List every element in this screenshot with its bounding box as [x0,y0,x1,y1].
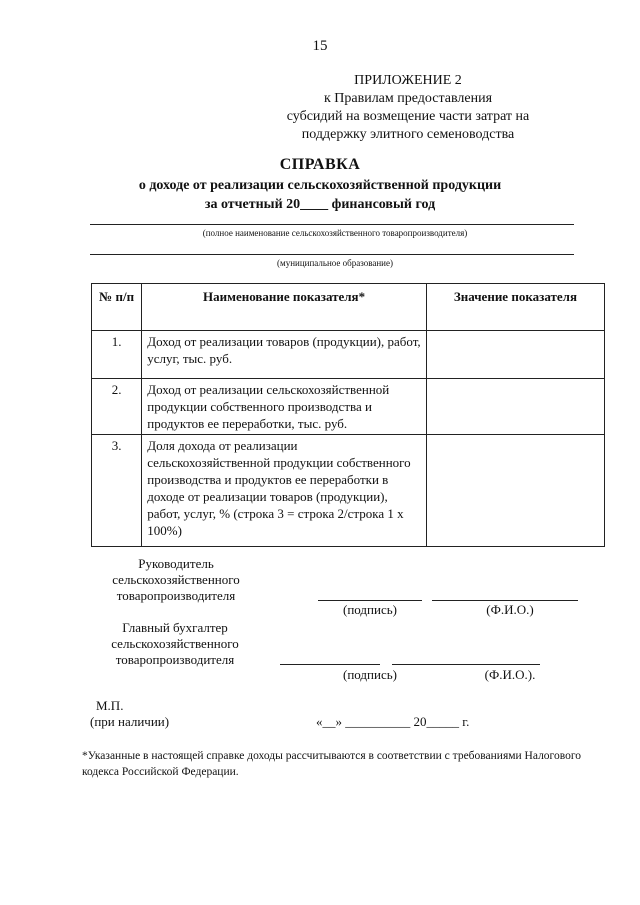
accountant-signature-hint: (подпись) [343,667,397,682]
producer-name-line[interactable] [90,224,574,225]
head-label-line: сельскохозяйственного [112,572,240,587]
producer-name-caption: (полное наименование сельскохозяйственного товаропроизводителя) [202,228,468,238]
indicators-table [91,283,605,547]
head-name-hint: (Ф.И.О.) [486,602,534,617]
document-title: СПРАВКА [279,156,361,173]
row-num: 1. [92,331,142,379]
date-line[interactable]: «__» __________ 20_____ г. [316,714,470,729]
header-name: Наименование показателя* [142,284,427,331]
accountant-label-line: товаропроизводителя [115,652,235,667]
subtitle-line: за отчетный 20____ финансовый год [204,197,436,212]
header-num: № п/п [92,284,142,331]
accountant-signature-label [92,620,258,668]
row-name: Доход от реализации сельскохозяйственной продукции собственного производства и продуктов ее переработки, тыс. руб. [142,379,427,435]
page-number: 15 [312,38,328,54]
municipality-caption: (муниципальное образование) [277,258,393,268]
stamp-note: (при наличии) [90,714,170,729]
head-signature-label [96,556,256,604]
head-signature-line[interactable] [318,600,422,601]
appendix-line: субсидий на возмещение части затрат на [286,109,530,124]
row-value[interactable] [426,331,604,379]
head-label-line: Руководитель [138,556,214,571]
table-row [92,435,605,547]
row-name: Доля дохода от реализации сельскохозяйственной продукции собственного производства и продуктов ее переработки в доходе от реализации товаров (продукции), работ, услуг, % (строка 3 = строка 2/строка 1 x 100%) [142,435,427,547]
table-row [92,379,605,435]
table-row [92,331,605,379]
accountant-label-line: сельскохозяйственного [111,636,239,651]
footnote: *Указанные в настоящей справке доходы рассчитываются в соответствии с требованиями Налогового кодекса Российской Федерации. [82,750,582,778]
head-signature-hint: (подпись) [343,602,397,617]
row-value[interactable] [426,435,604,547]
stamp-label: М.П. [96,698,124,713]
head-label-line: товаропроизводителя [116,588,236,603]
table-header-row [92,284,605,331]
subtitle-line: о доходе от реализации сельскохозяйственной продукции [138,178,502,193]
accountant-name-hint: (Ф.И.О.). [484,667,536,682]
document-subtitle [0,176,640,214]
row-num: 2. [92,379,142,435]
header-value: Значение показателя [426,284,604,331]
row-num: 3. [92,435,142,547]
accountant-signature-line[interactable] [280,664,380,665]
head-name-line[interactable] [432,600,578,601]
row-value[interactable] [426,379,604,435]
row-name: Доход от реализации товаров (продукции), работ, услуг, тыс. руб. [142,331,427,379]
appendix-line: к Правилам предоставления [323,91,493,106]
accountant-name-line[interactable] [392,664,540,665]
accountant-label-line: Главный бухгалтер [122,620,228,635]
municipality-line[interactable] [90,254,574,255]
appendix-title: ПРИЛОЖЕНИЕ 2 [354,73,462,88]
appendix-block [258,72,558,144]
appendix-line: поддержку элитного семеноводства [301,127,515,142]
